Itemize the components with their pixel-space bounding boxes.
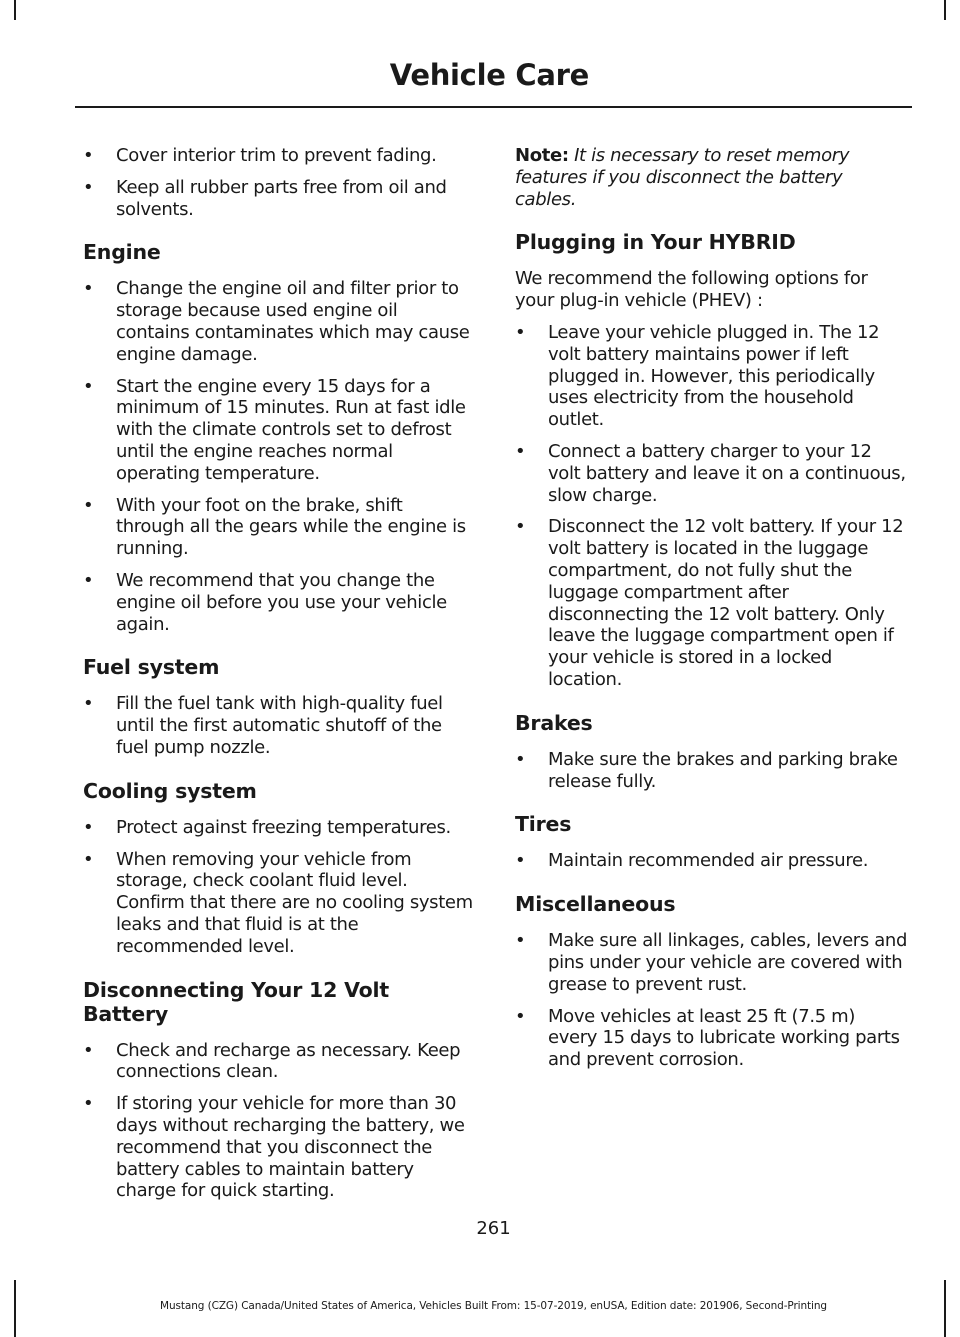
battery-list	[83, 1040, 476, 1203]
section-heading-miscellaneous: Miscellaneous	[515, 892, 676, 917]
note-text: It is necessary to reset memory features if you disconnect the battery cables.	[515, 145, 850, 210]
list-item: • Maintain recommended air pressure.	[515, 850, 869, 872]
page-footer: Mustang (CZG) Canada/United States of America, Vehicles Built From: 15-07-2019, enUSA, Edition date: 201906, Second-Printing	[160, 1300, 827, 1312]
section-heading-cooling-system: Cooling system	[83, 778, 257, 803]
battery-note	[515, 145, 908, 210]
list-item: • Change the engine oil and filter prior to storage because used engine oil contains contaminates which may cause engine damage.	[83, 278, 470, 365]
right-column	[515, 145, 908, 1081]
plugging-in-list	[515, 322, 908, 691]
header-divider	[75, 106, 912, 108]
miscellaneous-list	[515, 930, 908, 1071]
page-number: 261	[476, 1218, 511, 1239]
list-item: • Cover interior trim to prevent fading.	[83, 145, 437, 166]
list-item: • Keep all rubber parts free from oil and solvents.	[83, 176, 447, 220]
page-title: Vehicle Care	[389, 58, 589, 92]
section-heading-engine: Engine	[83, 240, 161, 265]
brakes-list	[515, 749, 908, 793]
intro-list	[83, 145, 476, 220]
fuel-system-list	[83, 693, 476, 758]
list-item: • Disconnect the 12 volt battery. If your 12 volt battery is located in the luggage compartment, do not fully shut the luggage compartment after disconnecting the 12 volt battery. Only leave the luggage compartment open if your vehicle is stored in a locked location.	[515, 516, 904, 690]
list-item: • Leave your vehicle plugged in. The 12 volt battery maintains power if left plugged in. However, this periodically uses electricity from the household outlet.	[515, 321, 880, 431]
crop-mark-top-left	[14, 0, 16, 20]
list-item: • Check and recharge as necessary. Keep connections clean.	[83, 1039, 461, 1083]
list-item: • Move vehicles at least 25 ft (7.5 m) every 15 days to lubricate working parts and prevent corrosion.	[515, 1005, 900, 1071]
crop-mark-top-right	[944, 0, 946, 20]
section-heading-brakes: Brakes	[515, 710, 593, 735]
list-item: • Start the engine every 15 days for a minimum of 15 minutes. Run at fast idle with the climate controls set to defrost until the engine reaches normal operating temperature.	[83, 375, 466, 484]
tires-list	[515, 850, 908, 872]
list-item: • Make sure all linkages, cables, levers and pins under your vehicle are covered with grease to prevent rust.	[515, 930, 908, 995]
list-item: • Protect against freezing temperatures.	[83, 816, 451, 838]
left-column	[83, 145, 476, 1212]
engine-list	[83, 278, 476, 635]
section-heading-tires: Tires	[515, 812, 572, 837]
list-item: • If storing your vehicle for more than 30 days without recharging the battery, we recommend that you disconnect the battery cables to maintain battery charge for quick starting.	[83, 1093, 465, 1202]
note-label: Note:	[515, 145, 569, 166]
list-item: • When removing your vehicle from storage, check coolant fluid level. Confirm that there are no cooling system leaks and that fluid is at the recommended level.	[83, 848, 473, 957]
list-item: • With your foot on the brake, shift through all the gears while the engine is running.	[83, 494, 466, 560]
section-heading-plugging-in: Plugging in Your HYBRID	[515, 230, 796, 255]
section-heading-battery: Disconnecting Your 12 Volt Battery	[83, 977, 389, 1026]
section-heading-fuel-system: Fuel system	[83, 655, 220, 680]
cooling-system-list	[83, 817, 476, 958]
list-item: • Connect a battery charger to your 12 volt battery and leave it on a continuous, slow charge.	[515, 440, 906, 506]
list-item: • Fill the fuel tank with high-quality fuel until the first automatic shutoff of the fuel pump nozzle.	[83, 693, 443, 758]
list-item: • Make sure the brakes and parking brake release fully.	[515, 748, 898, 792]
plugging-in-intro: We recommend the following options for your plug-in vehicle (PHEV) :	[515, 268, 868, 312]
list-item: • We recommend that you change the engine oil before you use your vehicle again.	[83, 569, 447, 635]
